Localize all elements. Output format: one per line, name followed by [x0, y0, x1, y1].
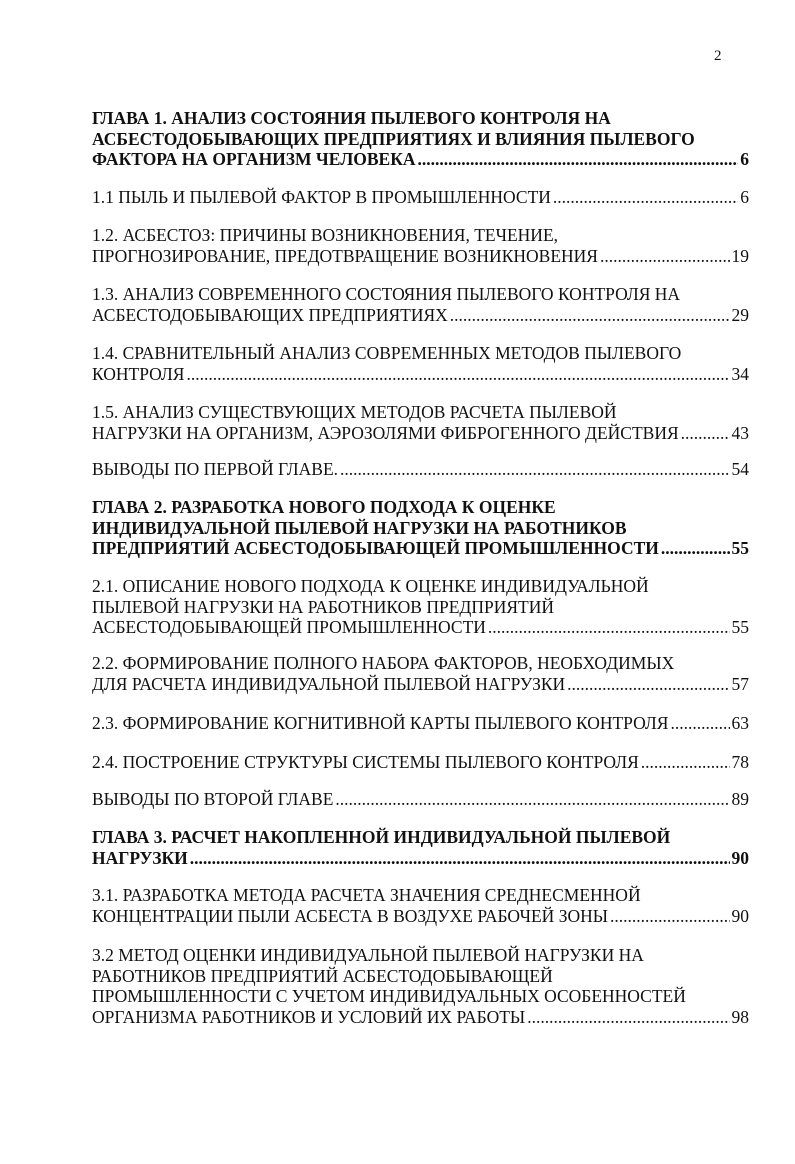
toc-entry-last-line [92, 246, 749, 267]
toc-entry-last-line [92, 423, 749, 444]
toc-entry[interactable] [92, 713, 749, 734]
toc-entry-page-number: 29 [731, 304, 749, 325]
toc-entry-last-line [92, 848, 749, 869]
dot-leader [340, 459, 729, 480]
toc-entry-last-line [92, 459, 749, 480]
toc-entry-title: КОНТРОЛЯ [92, 363, 185, 384]
toc-entry-last-line [92, 789, 749, 810]
toc-entry-last-line [92, 713, 749, 734]
dot-leader [553, 187, 738, 208]
toc-entry-page-number: 63 [731, 713, 749, 733]
dot-leader [488, 617, 730, 638]
toc-entry-line: ПРОМЫШЛЕННОСТИ С УЧЕТОМ ИНДИВИДУАЛЬНЫХ ОСОБЕННОСТЕЙ [92, 986, 686, 1006]
toc-entry[interactable] [92, 653, 749, 694]
toc-entry-title: 2.4. ПОСТРОЕНИЕ СТРУКТУРЫ СИСТЕМЫ ПЫЛЕВОГО КОНТРОЛЯ [92, 752, 639, 772]
dot-leader [418, 149, 739, 170]
toc-entry[interactable] [92, 497, 749, 559]
toc-entry[interactable] [92, 225, 749, 266]
dot-leader [610, 906, 730, 927]
toc-entry[interactable] [92, 827, 749, 868]
page-number: 2 [714, 48, 722, 64]
toc-entry-line: 1.2. АСБЕСТОЗ: ПРИЧИНЫ ВОЗНИКНОВЕНИЯ, ТЕЧЕНИЕ, [92, 225, 559, 245]
toc-entry-title: НАГРУЗКИ НА ОРГАНИЗМ, АЭРОЗОЛЯМИ ФИБРОГЕННОГО ДЕЙСТВИЯ [92, 422, 679, 443]
toc-entry[interactable] [92, 576, 749, 638]
dot-leader [670, 713, 729, 734]
toc-entry-line: 2.2. ФОРМИРОВАНИЕ ПОЛНОГО НАБОРА ФАКТОРОВ, НЕОБХОДИМЫХ [92, 653, 675, 673]
toc-entry[interactable] [92, 284, 749, 325]
toc-entry-page-number: 89 [731, 789, 749, 809]
toc-entry-title: 1.1 ПЫЛЬ И ПЫЛЕВОЙ ФАКТОР В ПРОМЫШЛЕННОСТИ [92, 187, 551, 207]
toc-entry-line: 3.1. РАЗРАБОТКА МЕТОДА РАСЧЕТА ЗНАЧЕНИЯ СРЕДНЕСМЕННОЙ [92, 885, 641, 905]
toc-entry-title: ФАКТОРА НА ОРГАНИЗМ ЧЕЛОВЕКА [92, 149, 416, 169]
toc-entry[interactable] [92, 885, 749, 926]
toc-entry-page-number: 6 [740, 149, 749, 169]
toc-entry-last-line [92, 906, 749, 927]
toc-entry[interactable] [92, 789, 749, 810]
toc-entry-line: ГЛАВА 1. АНАЛИЗ СОСТОЯНИЯ ПЫЛЕВОГО КОНТРОЛЯ НА [92, 108, 611, 128]
dot-leader [600, 246, 730, 267]
toc-entry-last-line [92, 538, 749, 559]
toc-entry-last-line [92, 1007, 749, 1028]
toc-entry-page-number: 19 [731, 245, 749, 266]
toc-entry-line: АСБЕСТОДОБЫВАЮЩИХ ПРЕДПРИЯТИЯХ И ВЛИЯНИЯ ПЫЛЕВОГО [92, 128, 695, 149]
toc-entry-page-number: 57 [731, 673, 749, 694]
toc-entry-title: ОРГАНИЗМА РАБОТНИКОВ И УСЛОВИЙ ИХ РАБОТЫ [92, 1006, 526, 1027]
toc-entry-page-number: 6 [740, 187, 749, 207]
toc-entry-last-line [92, 187, 749, 208]
toc-entry-title: ВЫВОДЫ ПО ВТОРОЙ ГЛАВЕ [92, 789, 334, 809]
toc-entry-last-line [92, 617, 749, 638]
dot-leader [527, 1007, 729, 1028]
toc-entry-last-line [92, 305, 749, 326]
dot-leader [567, 674, 729, 695]
toc-entry-line: ГЛАВА 3. РАСЧЕТ НАКОПЛЕННОЙ ИНДИВИДУАЛЬНОЙ ПЫЛЕВОЙ [92, 827, 671, 847]
toc-entry-line: РАБОТНИКОВ ПРЕДПРИЯТИЙ АСБЕСТОДОБЫВАЮЩЕЙ [92, 965, 553, 986]
toc-entry-line: 1.3. АНАЛИЗ СОВРЕМЕННОГО СОСТОЯНИЯ ПЫЛЕВОГО КОНТРОЛЯ НА [92, 284, 681, 304]
toc-entry-title: ВЫВОДЫ ПО ПЕРВОЙ ГЛАВЕ. [92, 459, 339, 479]
toc-entry-line: ПЫЛЕВОЙ НАГРУЗКИ НА РАБОТНИКОВ ПРЕДПРИЯТИЙ [92, 596, 554, 617]
toc-entry-page-number: 98 [731, 1006, 749, 1027]
toc-entry-last-line [92, 364, 749, 385]
toc-entry[interactable] [92, 108, 749, 170]
toc-entry-page-number: 43 [731, 422, 749, 443]
toc-entry-title: АСБЕСТОДОБЫВАЮЩИХ ПРЕДПРИЯТИЯХ [92, 304, 448, 325]
toc-entry-line: ИНДИВИДУАЛЬНОЙ ПЫЛЕВОЙ НАГРУЗКИ НА РАБОТНИКОВ [92, 517, 627, 538]
dot-leader [335, 789, 729, 810]
toc-entry-line: 1.5. АНАЛИЗ СУЩЕСТВУЮЩИХ МЕТОДОВ РАСЧЕТА ПЫЛЕВОЙ [92, 402, 617, 422]
toc-entry[interactable] [92, 343, 749, 384]
toc-entry-page-number: 54 [731, 459, 749, 479]
dot-leader [450, 305, 730, 326]
dot-leader [681, 423, 730, 444]
dot-leader [661, 538, 730, 559]
dot-leader [186, 364, 729, 385]
toc-entry-page-number: 78 [731, 752, 749, 772]
toc-entry-last-line [92, 149, 749, 170]
dot-leader [190, 848, 730, 869]
toc-entry-title: 2.3. ФОРМИРОВАНИЕ КОГНИТИВНОЙ КАРТЫ ПЫЛЕВОГО КОНТРОЛЯ [92, 713, 669, 733]
toc-entry-page-number: 34 [731, 363, 749, 384]
toc-entry-line: ГЛАВА 2. РАЗРАБОТКА НОВОГО ПОДХОДА К ОЦЕНКЕ [92, 497, 556, 517]
toc-entry-page-number: 55 [731, 617, 749, 637]
toc-entry-last-line [92, 752, 749, 773]
toc-entry[interactable] [92, 945, 749, 1027]
toc-entry-title: КОНЦЕНТРАЦИИ ПЫЛИ АСБЕСТА В ВОЗДУХЕ РАБОЧЕЙ ЗОНЫ [92, 905, 608, 926]
toc-entry[interactable] [92, 402, 749, 443]
toc-entry-line: 2.1. ОПИСАНИЕ НОВОГО ПОДХОДА К ОЦЕНКЕ ИНДИВИДУАЛЬНОЙ [92, 576, 649, 596]
toc-entry-page-number: 90 [731, 847, 749, 868]
toc-entry-page-number: 55 [731, 538, 749, 558]
toc-entry-line: 3.2 МЕТОД ОЦЕНКИ ИНДИВИДУАЛЬНОЙ ПЫЛЕВОЙ НАГРУЗКИ НА [92, 945, 644, 965]
toc-entry-line: 1.4. СРАВНИТЕЛЬНЫЙ АНАЛИЗ СОВРЕМЕННЫХ МЕТОДОВ ПЫЛЕВОГО [92, 343, 682, 363]
toc-entry-title: ПРОГНОЗИРОВАНИЕ, ПРЕДОТВРАЩЕНИЕ ВОЗНИКНОВЕНИЯ [92, 245, 598, 266]
toc-entry[interactable] [92, 459, 749, 480]
toc-entry-title: АСБЕСТОДОБЫВАЮЩЕЙ ПРОМЫШЛЕННОСТИ [92, 617, 486, 637]
toc-entry-title: НАГРУЗКИ [92, 847, 188, 868]
toc-entry-last-line [92, 674, 749, 695]
toc-entry-page-number: 90 [731, 905, 749, 926]
dot-leader [641, 752, 730, 773]
toc-entry[interactable] [92, 187, 749, 208]
toc-entry-title: ПРЕДПРИЯТИЙ АСБЕСТОДОБЫВАЮЩЕЙ ПРОМЫШЛЕННОСТИ [92, 538, 659, 558]
toc-entry[interactable] [92, 752, 749, 773]
toc-entry-title: ДЛЯ РАСЧЕТА ИНДИВИДУАЛЬНОЙ ПЫЛЕВОЙ НАГРУЗКИ [92, 673, 566, 694]
